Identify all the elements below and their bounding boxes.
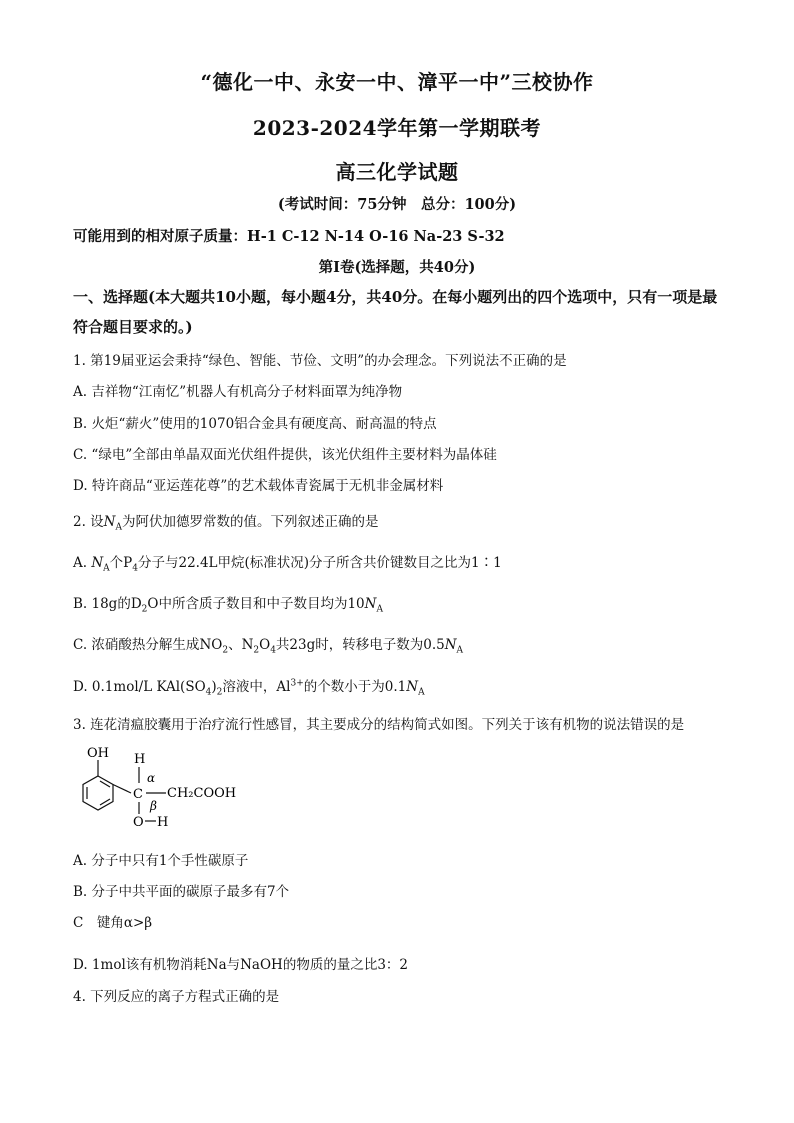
molecule-structure-diagram [68, 740, 248, 836]
school-title: “德化一中、永安一中、漳平一中”三校协作 [200, 70, 594, 94]
chain-label: CH₂COOH [167, 786, 237, 801]
q1-option-d: D. 特许商品“亚运莲花尊”的艺术载体青瓷属于无机非金属材料 [73, 478, 444, 494]
volume-title: 第I卷(选择题，共40分) [318, 259, 476, 276]
carbon-label: C [133, 787, 143, 802]
q4-stem: 4. 下列反应的离子方程式正确的是 [73, 989, 280, 1005]
q3-option-a: A. 分子中只有1个手性碳原子 [73, 853, 249, 869]
q3-option-d: D. 1mol该有机物消耗Na与NaOH的物质的量之比3：2 [73, 957, 409, 973]
q2-option-b: B. 18g的$D_2O$中所含质子数目和中子数目均为$10N_A$ [73, 596, 383, 615]
h-bottom-label: H [157, 815, 169, 830]
q2-option-c: C. 浓硝酸热分解生成$NO_2$、$N_2O_4$共23g时，转移电子数为$0.5N_A$ [73, 637, 464, 656]
subject-title: 高三化学试题 [335, 160, 459, 184]
q1-stem: 1. 第19届亚运会秉持“绿色、智能、节俭、文明”的办会理念。下列说法不正确的是 [73, 353, 567, 369]
alpha-label: α [147, 771, 156, 785]
q2-option-a: A. $N_A$个$P_4$分子与22.4L甲烷(标准状况)分子所含共价键数目之比为1∶1 [73, 555, 502, 574]
q3-option-c: C 键角α>β [73, 915, 153, 931]
q3-stem: 3. 连花清瘟胶囊用于治疗流行性感冒，其主要成分的结构简式如图。下列关于该有机物的说法错误的是 [73, 717, 685, 733]
atomic-masses: 可能用到的相对原子质量：H-1 C-12 N-14 O-16 Na-23 S-32 [73, 228, 505, 245]
h-top-label: H [134, 752, 146, 767]
q1-option-c: C. “绿电”全部由单晶双面光伏组件提供，该光伏组件主要材料为晶体硅 [73, 447, 497, 463]
oh-label: OH [87, 746, 109, 761]
q1-option-a: A. 吉祥物“江南忆”机器人有机高分子材料面罩为纯净物 [73, 384, 403, 400]
q2-stem: 2. 设$N_A$为阿伏加德罗常数的值。下列叙述正确的是 [73, 514, 379, 533]
section-instruction: 一、选择题(本大题共10小题，每小题4分，共40分。在每小题列出的四个选项中，只有一项是最符合题目要求的。) [73, 288, 718, 336]
exam-info: (考试时间：75分钟 总分：100分) [277, 196, 517, 213]
q3-option-b: B. 分子中共平面的碳原子最多有7个 [73, 884, 290, 900]
oxygen-label: O [133, 815, 144, 830]
q1-option-b: B. 火炬“薪火”使用的1070铝合金具有硬度高、耐高温的特点 [73, 416, 437, 432]
q2-option-d: D. 0.1mol/L $KAl(SO_4)_2$溶液中，$Al^{3+}$的个数小于为$0.1N_A$ [73, 678, 425, 698]
exam-title: 2023-2024学年第一学期联考 [252, 116, 542, 140]
beta-label: β [150, 799, 157, 813]
